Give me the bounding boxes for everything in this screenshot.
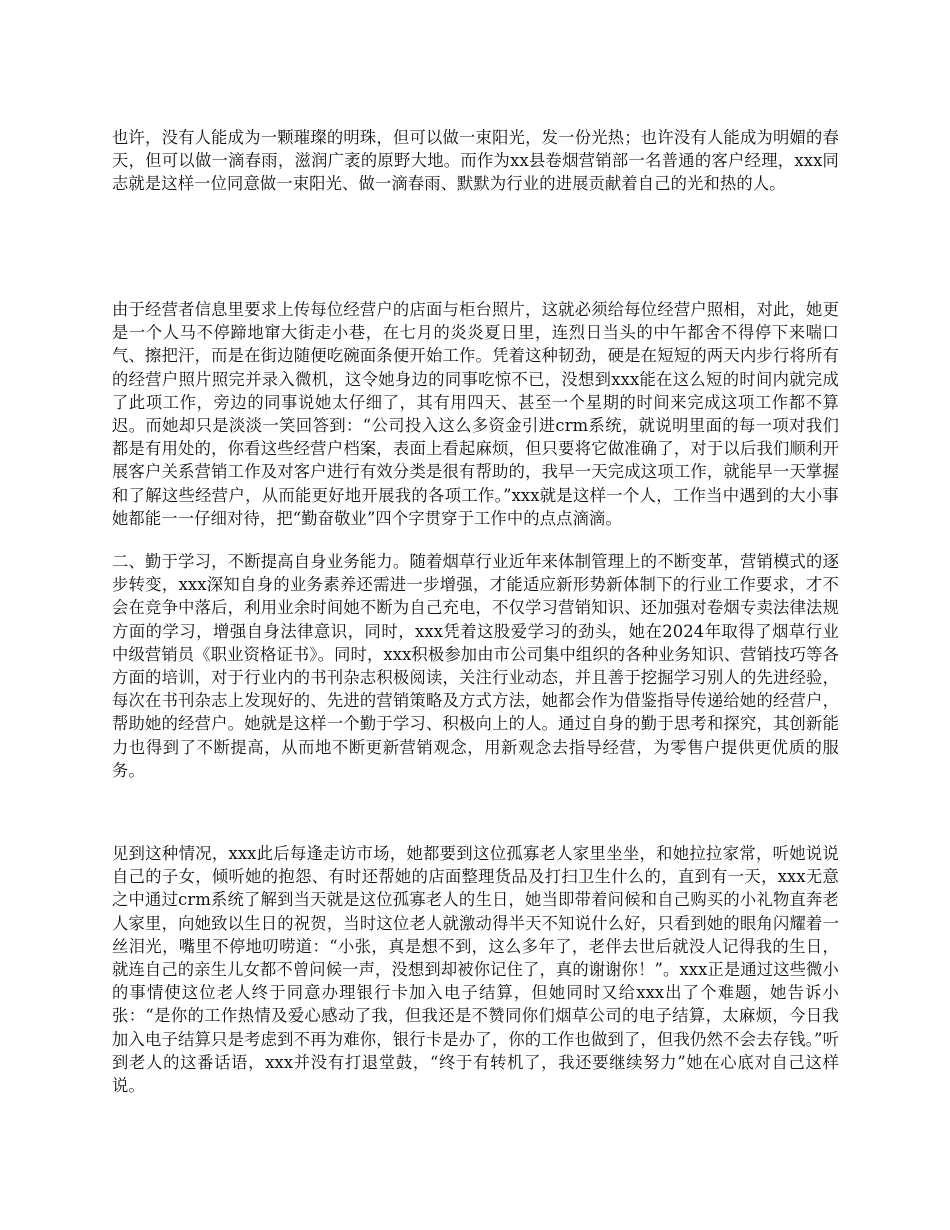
paragraph-photo-task: 由于经营者信息里要求上传每位经营户的店面与柜台照片，这就必须给每位经营户照相，对此，她更是一个人马不停蹄地窜大街走小巷，在七月的炎炎夏日里，连烈日当头的中午都舍不得停下来喘口气、擦把汗，而是在街边随便吃碗面条便开始工作。凭着这种韧劲，硬是在短短的两天内步行将所有的经营户照片照完并录入微机，这令她身边的同事吃惊不已，没想到xxx能在这么短的时间内就完成了此项工作，旁边的同事说她太仔细了，其有用四天、甚至一个星期的时间来完成这项工作都不算迟。而她却只是淡淡一笑回答到：“公司投入这么多资金引进crm系统，就说明里面的每一项对我们都是有用处的，你看这些经营户档案，表面上看起麻烦，但只要将它做准确了，对于以后我们顺利开展客户关系营销工作及对客户进行有效分类是很有帮助的，我早一天完成这项工作，就能早一天掌握和了解这些经营户，从而能更好地开展我的各项工作。”xxx就是这样一个人，工作当中遇到的大小事她都能一一仔细对待，把“勤奋敬业”四个字贯穿于工作中的点点滴滴。	[112, 300, 839, 528]
paragraph-elderly-customer: 见到这种情况，xxx此后每逢走访市场，她都要到这位孤寡老人家里坐坐，和她拉拉家常，听她说说自己的子女，倾听她的抱怨、有时还帮她的店面整理货品及打扫卫生什么的，直到有一天，xxx无意之中通过crm系统了解到当天就是这位孤寡老人的生日，她当即带着问候和自己购买的小礼物直奔老人家里，向她致以生日的祝贺，当时这位老人就激动得半天不知说什么好，只看到她的眼角闪耀着一丝泪光，嘴里不停地叨唠道：“小张，真是想不到，这么多年了，老伴去世后就没人记得我的生日，就连自己的亲生儿女都不曾问候一声，没想到却被你记住了，真的谢谢你！”。xxx正是通过这些微小的事情使这位老人终于同意办理银行卡加入电子结算，但她同时又给xxx出了个难题，她告诉小张：“是你的工作热情及爱心感动了我，但我还是不赞同你们烟草公司的电子结算，太麻烦，今日我加入电子结算只是考虑到不再为难你，银行卡是办了，你的工作也做到了，但我仍然不会去存钱。”听到老人的这番话语，xxx并没有打退堂鼓，“终于有转机了，我还要继续努力”她在心底对自己这样说。	[112, 844, 839, 1096]
paragraph-intro: 也许，没有人能成为一颗璀璨的明珠，但可以做一束阳光，发一份光热；也许没有人能成为明媚的春天，但可以做一滴春雨，滋润广袤的原野大地。而作为xx县卷烟营销部一名普通的客户经理，xxx同志就是这样一位同意做一束阳光、做一滴春雨、默默为行业的进展贡献着自己的光和热的人。	[112, 128, 839, 194]
paragraph-study: 二、勤于学习，不断提高自身业务能力。随着烟草行业近年来体制管理上的不断变革，营销模式的逐步转变，xxx深知自身的业务素养还需进一步增强，才能适应新形势新体制下的行业工作要求，才不会在竞争中落后，利用业余时间她不断为自己充电，不仅学习营销知识、还加强对卷烟专卖法律法规方面的学习，增强自身法律意识，同时，xxx凭着这股爱学习的劲头，她在2024年取得了烟草行业中级营销员《职业资格证书》。同时，xxx积极参加由市公司集中组织的各种业务知识、营销技巧等各方面的培训，对于行业内的书刊杂志积极阅读，关注行业动态，并且善于挖掘学习别人的先进经验，每次在书刊杂志上发现好的、先进的营销策略及方式方法，她都会作为借鉴指导传递给她的经营户，帮助她的经营户。她就是这样一个勤于学习、积极向上的人。通过自身的勤于思考和探究，其创新能力也得到了不断提高，从而地不断更新营销观念，用新观念去指导经营，为零售户提供更优质的服务。	[112, 552, 839, 780]
